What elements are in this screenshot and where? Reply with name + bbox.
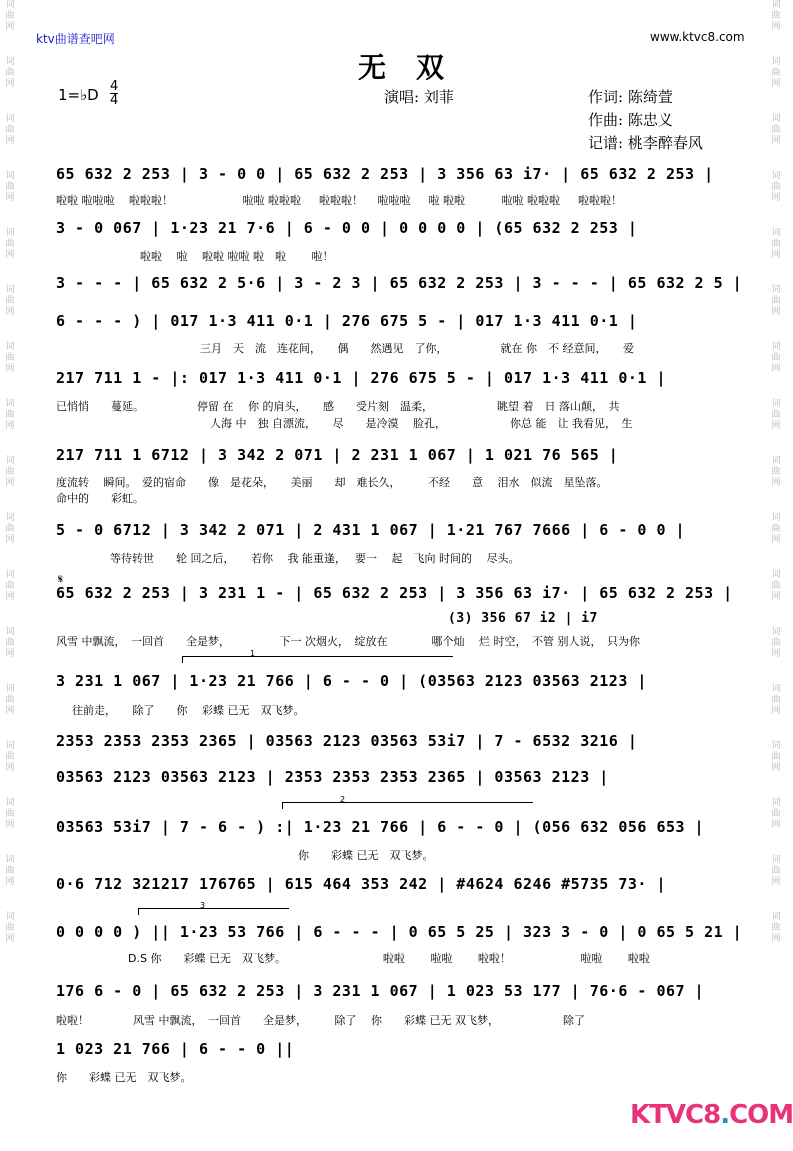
- watermark-text: 词 曲 网: [5, 741, 15, 773]
- watermark-text: 词 曲 网: [771, 0, 781, 32]
- notation-line: 3 231 1 067 | 1·23 21 766 | 6 - - 0 | (03563 2123 03563 2123 |: [56, 672, 647, 690]
- watermark-text: 词 曲 网: [771, 171, 781, 203]
- watermark-text: 词 曲 网: [771, 114, 781, 146]
- watermark-text: 词 曲 网: [771, 855, 781, 887]
- volta-number: 2: [340, 795, 346, 804]
- site-name-left[interactable]: ktv曲谱查吧网: [36, 32, 115, 46]
- notation-line: 5 - 0 6712 | 3 342 2 071 | 2 431 1 067 | 1·21 767 7666 | 6 - 0 0 |: [56, 521, 686, 539]
- watermark-text: 词 曲 网: [771, 342, 781, 374]
- volta-number: 1: [250, 649, 256, 658]
- lyric-line: 度流转 瞬间。 爱的宿命 像 是花朵， 美丽 却 难长久， 不经 意 泪水 似流 星坠落。: [56, 476, 608, 489]
- notation-line: 1 023 21 766 | 6 - - 0 ||: [56, 1040, 295, 1058]
- watermark-text: 词 曲 网: [771, 798, 781, 830]
- lyric-line: 啦啦 啦啦啦 啦啦啦！ 啦啦 啦啦啦 啦啦啦！ 啦啦啦 啦 啦啦 啦啦 啦啦啦 啦啦啦！: [56, 194, 622, 207]
- watermark-text: 词 曲 网: [5, 0, 15, 32]
- notation-line: 65 632 2 253 | 3 - 0 0 | 65 632 2 253 | 3 356 63 i7· | 65 632 2 253 |: [56, 165, 714, 183]
- segno-sign: 𝄋: [58, 572, 64, 586]
- watermark-text: 词 曲 网: [771, 228, 781, 260]
- watermark-text: 词 曲 网: [5, 798, 15, 830]
- notation-line: 3 - 0 067 | 1·23 21 7·6 | 6 - 0 0 | 0 0 0 0 | (65 632 2 253 |: [56, 219, 638, 237]
- watermark-text: 词 曲 网: [5, 285, 15, 317]
- watermark-text: 词 曲 网: [5, 684, 15, 716]
- watermark-text: 词 曲 网: [771, 627, 781, 659]
- lyric-line: 三月 天 流 连花间， 偶 然遇见 了你， 就在 你 不 经意间， 爱: [200, 342, 634, 355]
- key-signature: 1=♭D: [58, 86, 99, 104]
- watermark-text: 词 曲 网: [5, 912, 15, 944]
- volta-bracket: [282, 802, 533, 809]
- notation-line: 217 711 1 6712 | 3 342 2 071 | 2 231 1 067 | 1 021 76 565 |: [56, 446, 619, 464]
- volta-number: 3: [200, 901, 206, 910]
- watermark-text: 词 曲 网: [5, 171, 15, 203]
- lyric-line: 你 彩蝶 已无 双飞梦。: [298, 849, 434, 862]
- watermark-text: 词 曲 网: [5, 228, 15, 260]
- notation-line: 217 711 1 - |: 017 1·3 411 0·1 | 276 675 5 - | 017 1·3 411 0·1 |: [56, 369, 666, 387]
- logo-main-text: KTVC8: [630, 1100, 721, 1130]
- watermark-text: 词 曲 网: [771, 570, 781, 602]
- watermark-text: 词 曲 网: [771, 684, 781, 716]
- watermark-text: 词 曲 网: [5, 399, 15, 431]
- volta-bracket: [138, 908, 289, 915]
- watermark-text: 词 曲 网: [771, 513, 781, 545]
- song-title: 无双: [358, 51, 475, 84]
- watermark-text: 词 曲 网: [771, 741, 781, 773]
- site-url-right[interactable]: www.ktvc8.com: [650, 30, 745, 44]
- volta-bracket: [182, 656, 453, 663]
- right-watermark-column: [768, 0, 784, 1151]
- watermark-text: 词 曲 网: [771, 57, 781, 89]
- lyric-line: 啦啦！ 风雪 中飘流， 一回首 全是梦， 除了 你 彩蝶 已无 双飞梦， 除了: [56, 1014, 585, 1027]
- notation-line: 65 632 2 253 | 3 231 1 - | 65 632 2 253 | 3 356 63 i7· | 65 632 2 253 |: [56, 584, 733, 602]
- left-watermark-column: [2, 0, 18, 1151]
- notation-line: 3 - - - | 65 632 2 5·6 | 3 - 2 3 | 65 632 2 253 | 3 - - - | 65 632 2 5 |: [56, 274, 743, 292]
- notation-line: 0·6 712 321217 176765 | 615 464 353 242 | #4624 6246 #5735 73· |: [56, 875, 666, 893]
- notation-line: 03563 2123 03563 2123 | 2353 2353 2353 2365 | 03563 2123 |: [56, 768, 609, 786]
- transcriber: 记谱: 桃李醉春风: [588, 134, 703, 152]
- watermark-text: 词 曲 网: [771, 912, 781, 944]
- logo-dot: .: [720, 1100, 730, 1130]
- notation-line: 176 6 - 0 | 65 632 2 253 | 3 231 1 067 | 1 023 53 177 | 76·6 - 067 |: [56, 982, 705, 1000]
- notation-line: 6 - - - ) | 017 1·3 411 0·1 | 276 675 5 - | 017 1·3 411 0·1 |: [56, 312, 638, 330]
- logo-tail-text: COM: [729, 1100, 793, 1130]
- notation-line: 2353 2353 2353 2365 | 03563 2123 03563 53i7 | 7 - 6532 3216 |: [56, 732, 638, 750]
- time-signature-bottom: 4: [110, 93, 119, 108]
- lyricist: 作词: 陈绮萱: [588, 88, 673, 106]
- harmony-notation: (3) 356 67 i2 | i7: [448, 611, 598, 626]
- time-signature-top: 4: [110, 79, 119, 94]
- watermark-text: 词 曲 网: [771, 285, 781, 317]
- lyric-line: 等待转世 轮 回之后， 若你 我 能重逢， 要一 起 飞向 时间的 尽头。: [110, 552, 520, 565]
- time-signature: [110, 80, 118, 107]
- lyric-line: 啦啦 啦 啦啦 啦啦 啦 啦 啦！: [140, 250, 334, 263]
- watermark-text: 词 曲 网: [5, 513, 15, 545]
- lyric-line: 往前走， 除了 你 彩蝶 已无 双飞梦。: [72, 704, 305, 717]
- lyric-line: D.S 你 彩蝶 已无 双飞梦。 啦啦 啦啦 啦啦！ 啦啦 啦啦: [128, 952, 650, 965]
- notation-line: 03563 53i7 | 7 - 6 - ) :| 1·23 21 766 | 6 - - 0 | (056 632 056 653 |: [56, 818, 705, 836]
- watermark-text: 词 曲 网: [771, 456, 781, 488]
- lyric-line: 你 彩蝶 已无 双飞梦。: [56, 1071, 192, 1084]
- singer: 演唱: 刘菲: [384, 88, 454, 106]
- lyric-line: 风雪 中飘流， 一回首 全是梦， 下一 次烟火， 绽放在 哪个灿 烂 时空， 不管 别人说， 只为你: [56, 635, 640, 648]
- lyric-line: 已悄悄 蔓延。 停留 在 你 的肩头， 感 受片刻 温柔， 眺望 着 日 落山颠， 共: [56, 400, 620, 413]
- composer: 作曲: 陈忠义: [588, 111, 673, 129]
- ktvc8-logo[interactable]: [630, 1100, 793, 1130]
- watermark-text: 词 曲 网: [5, 342, 15, 374]
- lyric-line: 命中的 彩虹。: [56, 492, 144, 505]
- watermark-text: 词 曲 网: [5, 57, 15, 89]
- watermark-text: 词 曲 网: [5, 627, 15, 659]
- watermark-text: 词 曲 网: [5, 456, 15, 488]
- notation-line: 0 0 0 0 ) || 1·23 53 766 | 6 - - - | 0 65 5 25 | 323 3 - 0 | 0 65 5 21 |: [56, 923, 743, 941]
- watermark-text: 词 曲 网: [771, 399, 781, 431]
- watermark-text: 词 曲 网: [5, 570, 15, 602]
- watermark-text: 词 曲 网: [5, 855, 15, 887]
- lyric-line: 人海 中 独 自漂流， 尽 是冷漠 脸孔， 你总 能 让 我看见， 生: [56, 417, 633, 430]
- watermark-text: 词 曲 网: [5, 114, 15, 146]
